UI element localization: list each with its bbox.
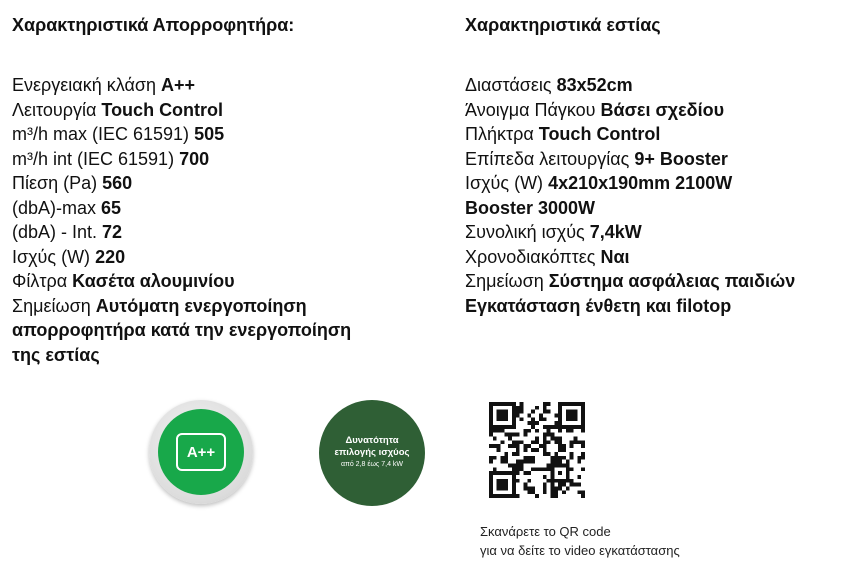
hood-spec-row — [12, 98, 432, 123]
spec-value: 9+ Booster — [634, 148, 728, 169]
qr-code-icon[interactable] — [489, 402, 585, 498]
power-badge-line2: επιλογής ισχύος — [334, 447, 410, 458]
energy-class-label: A++ — [176, 433, 226, 471]
hob-specs-column — [465, 14, 835, 318]
hob-spec-row — [465, 98, 835, 123]
spec-value: Εγκατάσταση ένθετη και filotop — [465, 295, 732, 316]
spec-value: Βάσει σχεδίου — [600, 99, 725, 120]
qr-caption-line1: Σκανάρετε το QR code — [480, 524, 611, 539]
spec-label: Σημείωση — [465, 271, 549, 291]
spec-label: Χρονοδιακόπτες — [465, 246, 601, 267]
spec-value: της εστίας — [12, 344, 100, 365]
hood-spec-row — [12, 245, 432, 270]
hob-spec-list — [465, 73, 835, 318]
qr-caption — [480, 522, 680, 560]
spec-value: 560 — [102, 173, 133, 193]
spec-label: m³/h max (IEC 61591) — [12, 124, 195, 144]
spec-value: 505 — [194, 124, 225, 144]
hob-spec-row — [465, 122, 835, 147]
hob-spec-row — [465, 147, 835, 172]
hood-spec-row — [12, 294, 432, 319]
spec-label: Διαστάσεις — [465, 75, 557, 95]
spec-label: Ισχύς (W) — [12, 246, 96, 267]
spec-value: απορροφητήρα κατά την ενεργοποίηση — [12, 320, 352, 340]
spec-value: 4x210x190mm 2100W — [548, 173, 733, 193]
hood-spec-row — [12, 269, 432, 294]
spec-label: Επίπεδα λειτουργίας — [465, 148, 635, 169]
spec-label: Άνοιγμα Πάγκου — [465, 99, 601, 120]
energy-class-inner — [158, 409, 244, 495]
spec-value: 65 — [101, 197, 122, 218]
hood-spec-row — [12, 147, 432, 172]
badges-row — [0, 400, 842, 576]
spec-label: Ενεργειακή κλάση — [12, 75, 161, 95]
spec-value: 83x52cm — [556, 75, 633, 95]
hood-spec-list — [12, 73, 432, 367]
qr-caption-line2: για να δείτε το video εγκατάστασης — [480, 543, 680, 558]
hob-spec-row — [465, 171, 835, 196]
spec-value: 220 — [95, 246, 126, 267]
spec-value: Booster 3000W — [465, 197, 596, 218]
spec-label: Φίλτρα — [12, 271, 73, 291]
spec-value: Αυτόματη ενεργοποίηση — [95, 295, 307, 316]
hob-heading: Χαρακτηριστικά εστίας — [465, 15, 661, 35]
spec-label: (dbA) - Int. — [12, 222, 103, 242]
spec-label: Συνολική ισχύς — [465, 222, 590, 242]
hood-spec-row — [12, 220, 432, 245]
hood-spec-row — [12, 73, 432, 98]
hob-spec-row — [465, 73, 835, 98]
hob-spec-row — [465, 269, 835, 294]
spec-value: Σύστημα ασφάλειας παιδιών — [548, 271, 796, 291]
spec-label: m³/h int (IEC 61591) — [12, 148, 180, 169]
hob-spec-row — [465, 294, 835, 319]
hood-specs-column — [12, 14, 432, 367]
hob-spec-row — [465, 196, 835, 221]
power-badge-line1: Δυνατότητα — [345, 435, 399, 446]
spec-value: Κασέτα αλουμινίου — [72, 271, 235, 291]
spec-label: (dbA)-max — [12, 197, 102, 218]
spec-label: Πλήκτρα — [465, 124, 539, 144]
hob-spec-row — [465, 245, 835, 270]
hood-spec-row — [12, 122, 432, 147]
spec-label: Πίεση (Pa) — [12, 173, 103, 193]
spec-label: Λειτουργία — [12, 99, 102, 120]
spec-label: Ισχύς (W) — [465, 173, 549, 193]
spec-value: Touch Control — [538, 124, 661, 144]
spec-value: Ναι — [600, 246, 630, 267]
hood-spec-row — [12, 343, 432, 368]
spec-label: Σημείωση — [12, 295, 96, 316]
power-selection-badge — [319, 400, 425, 506]
hood-heading: Χαρακτηριστικά Απορροφητήρα: — [12, 15, 295, 35]
spec-value: A++ — [160, 75, 195, 95]
spec-value: 700 — [179, 148, 210, 169]
energy-class-badge — [149, 400, 253, 504]
hood-spec-row — [12, 171, 432, 196]
spec-value: 72 — [102, 222, 123, 242]
hood-spec-row — [12, 196, 432, 221]
hob-spec-row — [465, 220, 835, 245]
hood-spec-row — [12, 318, 432, 343]
spec-value: Touch Control — [101, 99, 224, 120]
spec-value: 7,4kW — [589, 222, 642, 242]
power-badge-line3: από 2,8 έως 7,4 kW — [340, 461, 404, 468]
